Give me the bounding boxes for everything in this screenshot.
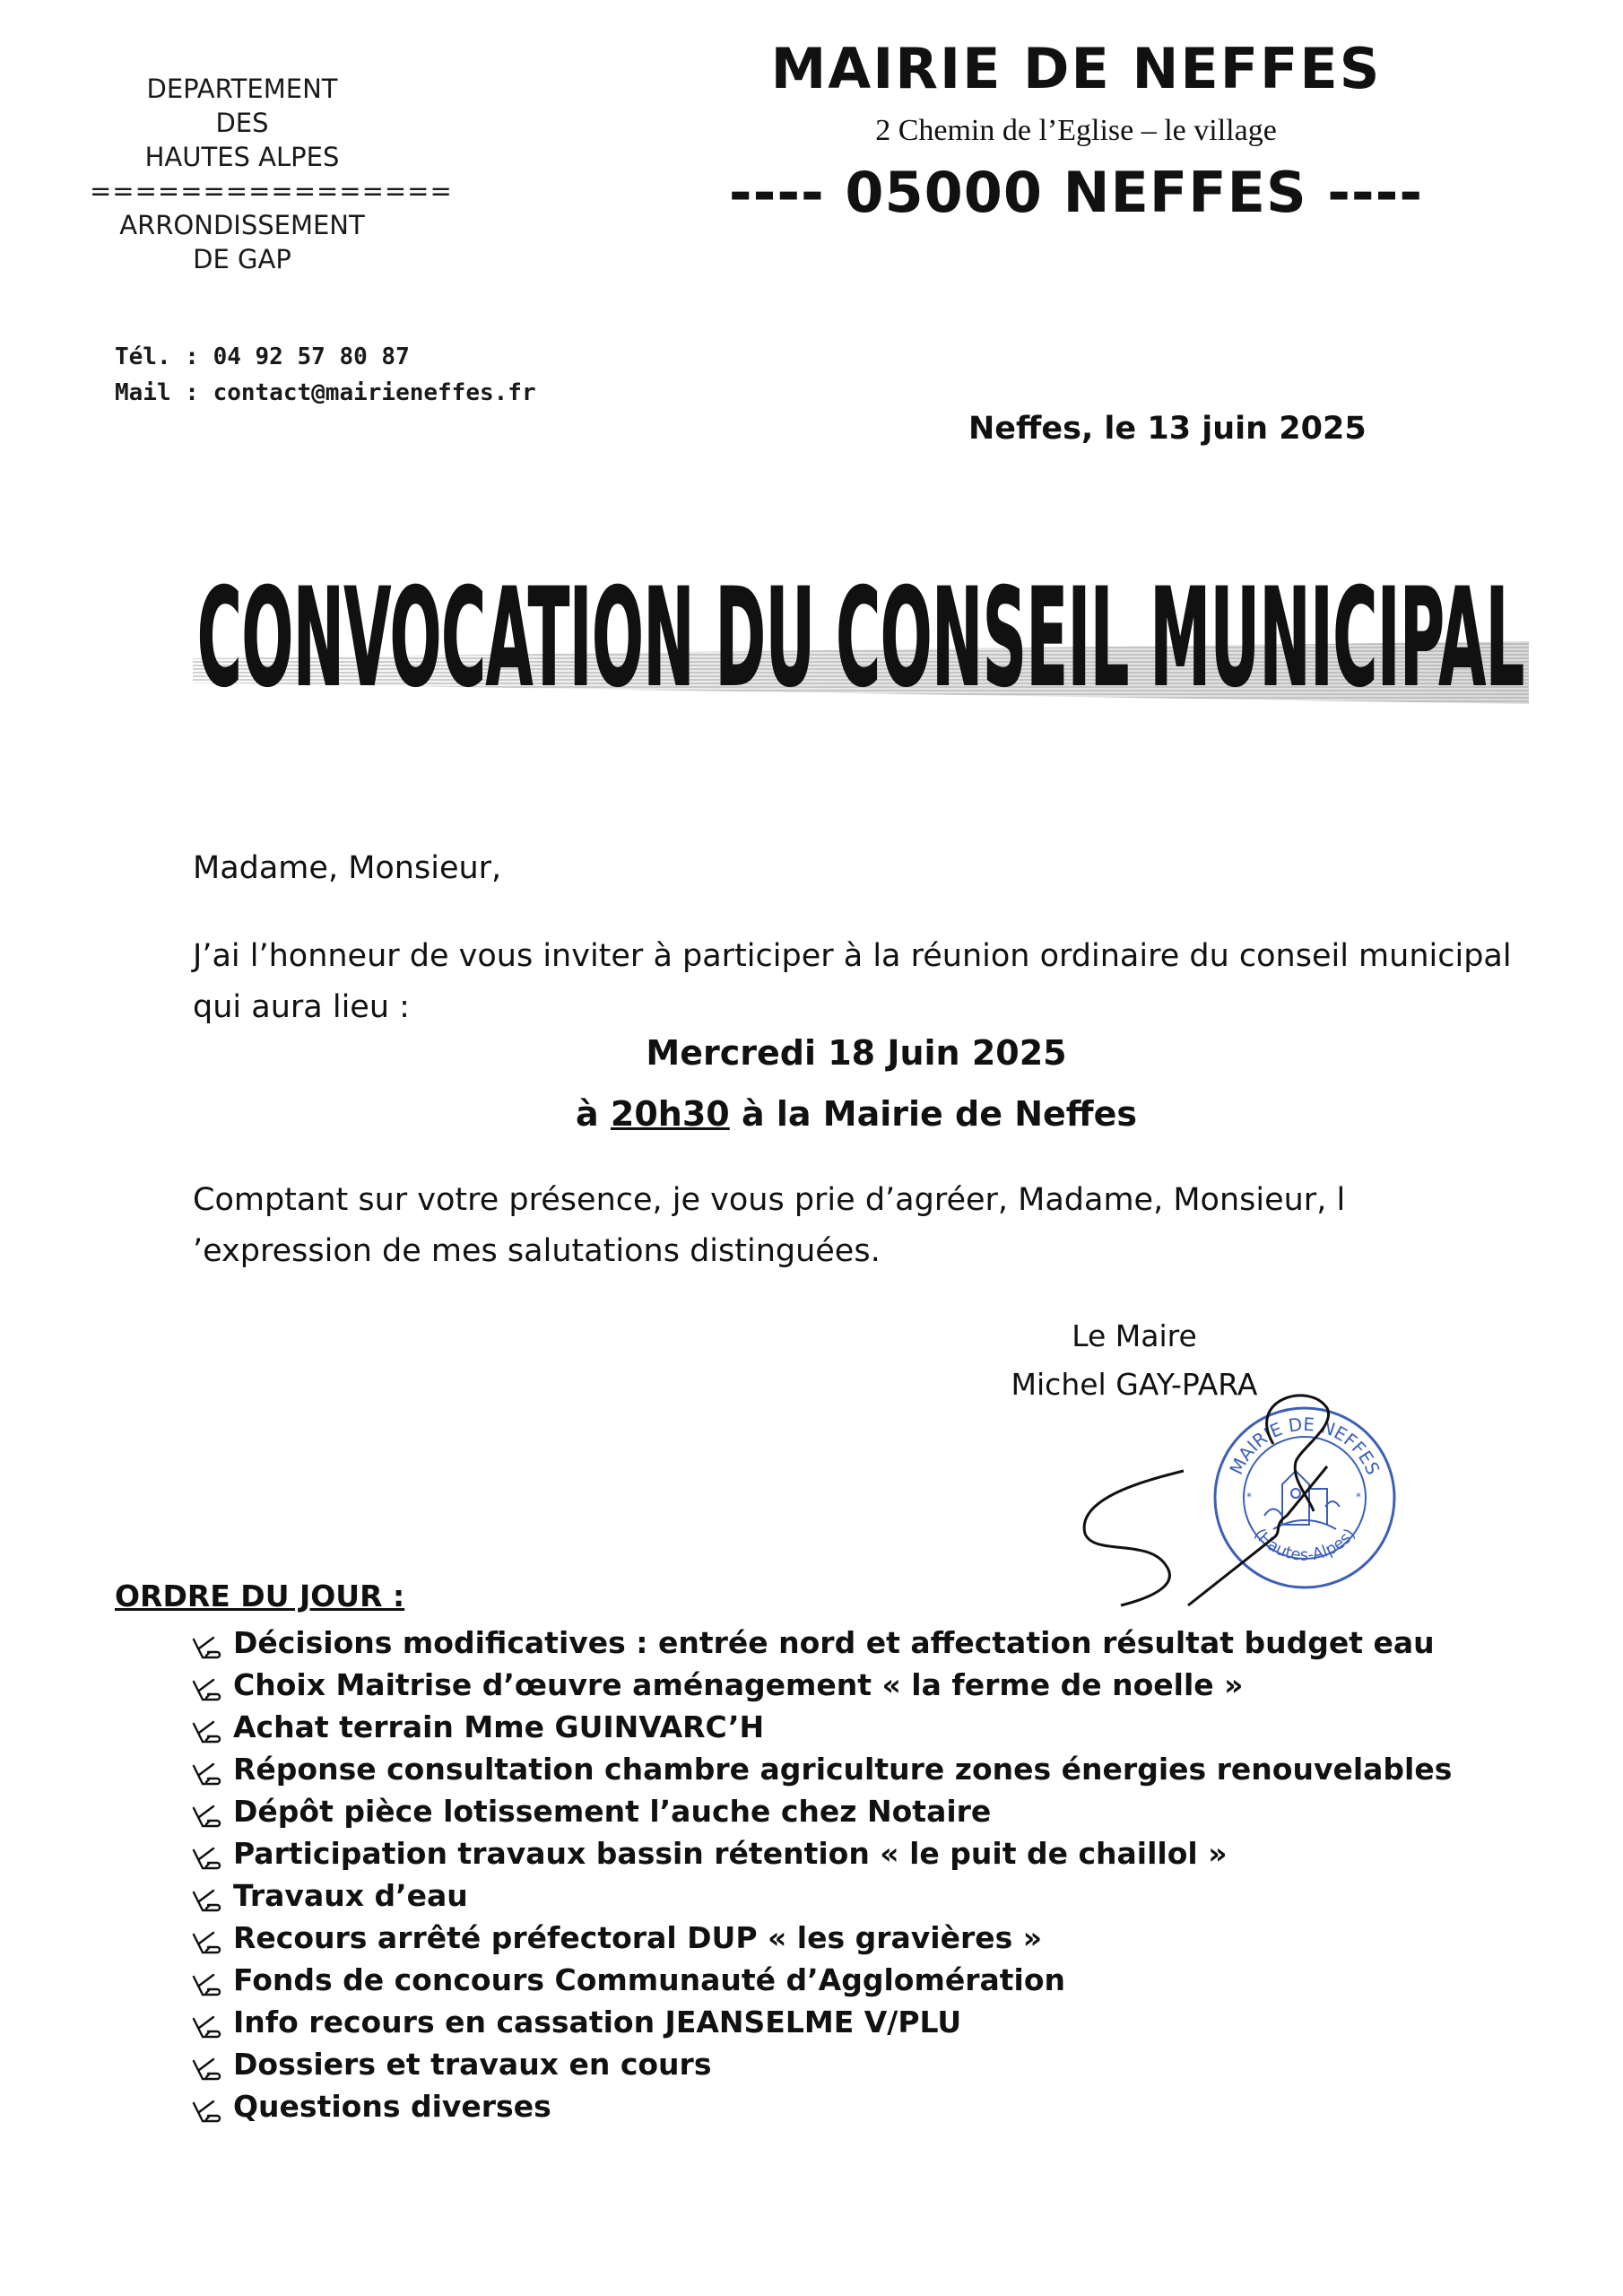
agenda-item: [190, 1959, 1452, 2001]
department-line: DE GAP: [193, 244, 291, 274]
convocation-heading: [193, 525, 1529, 718]
agenda-item: [190, 2043, 1452, 2085]
agenda-item: [190, 1790, 1452, 1832]
department-line: DES: [215, 108, 269, 138]
agenda-item-text: Achat terrain Mme GUINVARC’H: [233, 1709, 765, 1744]
salutation: Madame, Monsieur,: [193, 850, 502, 886]
stamp-bottom-text: (Hautes-Alpes): [1250, 1525, 1359, 1565]
contact-block: [115, 339, 536, 411]
department-line: HAUTES ALPES: [144, 142, 340, 172]
writing-hand-icon: [190, 1714, 224, 1741]
agenda-item: [190, 1706, 1452, 1748]
svg-text:*: *: [1356, 1491, 1361, 1503]
meeting-time-place: [193, 1083, 1520, 1144]
writing-hand-icon: [190, 2051, 224, 2078]
agenda-item: [190, 2085, 1452, 2127]
agenda-item: [190, 1622, 1452, 1664]
agenda-list: [190, 1622, 1452, 2127]
signature: [1067, 1345, 1390, 1641]
agenda-item: [190, 1917, 1452, 1959]
mairie-address: 2 Chemin de l’Eglise – le village: [875, 114, 1277, 147]
letter-date: Neffes, le 13 juin 2025: [968, 411, 1367, 447]
meeting-place: à la Mairie de Neffes: [741, 1094, 1137, 1134]
writing-hand-icon: [190, 1967, 224, 1994]
writing-hand-icon: [190, 2009, 224, 2036]
stamp-top-text: MAIRIE DE NEFFES: [1225, 1413, 1384, 1478]
meeting-at: à: [576, 1094, 599, 1134]
agenda-item-text: Dépôt pièce lotissement l’auche chez Notaire: [233, 1794, 992, 1829]
heading-text: CONVOCATION DU CONSEIL MUNICIPAL: [197, 561, 1524, 717]
signer-role: Le Maire: [1072, 1318, 1197, 1353]
department-separator: ================: [90, 176, 453, 206]
signer-name: Michel GAY-PARA: [1011, 1367, 1258, 1402]
contact-tel: Tél. : 04 92 57 80 87: [115, 344, 410, 370]
meeting-details: [193, 1022, 1520, 1144]
agenda-item: [190, 1748, 1452, 1790]
department-line: ARRONDISSEMENT: [119, 210, 365, 240]
agenda-item-text: Décisions modificatives : entrée nord et affectation résultat budget eau: [233, 1625, 1435, 1660]
agenda-item-text: Choix Maitrise d’œuvre aménagement « la ferme de noelle »: [233, 1667, 1244, 1702]
meeting-time: 20h30: [610, 1094, 730, 1134]
writing-hand-icon: [190, 1756, 224, 1783]
writing-hand-icon: [190, 1840, 224, 1867]
agenda-item-text: Réponse consultation chambre agriculture zones énergies renouvelables: [233, 1752, 1453, 1787]
agenda-item-text: Questions diverses: [233, 2089, 551, 2124]
agenda-item: [190, 1832, 1452, 1874]
closing-paragraph: Comptant sur votre présence, je vous prie d’agréer, Madame, Monsieur, l ’expression de mes salutations distinguées.: [193, 1182, 1346, 1269]
meeting-date: Mercredi 18 Juin 2025: [646, 1033, 1067, 1073]
mairie-city: ---- 05000 NEFFES ----: [728, 160, 1424, 225]
writing-hand-icon: [190, 1630, 224, 1657]
invitation-paragraph: J’ai l’honneur de vous inviter à participer à la réunion ordinaire du conseil municipal qui aura lieu :: [193, 938, 1512, 1025]
agenda-item: [190, 2001, 1452, 2043]
writing-hand-icon: [190, 2093, 224, 2120]
writing-hand-icon: [190, 1798, 224, 1825]
department-line: DEPARTEMENT: [146, 74, 338, 104]
agenda-item-text: Fonds de concours Communauté d’Agglomération: [233, 1962, 1066, 1997]
agenda-item-text: Participation travaux bassin rétention « le puit de chaillol »: [233, 1836, 1228, 1871]
agenda-item-text: Recours arrêté préfectoral DUP « les gravières »: [233, 1920, 1043, 1955]
agenda-item: [190, 1874, 1452, 1917]
agenda-item-text: Travaux d’eau: [233, 1878, 468, 1913]
writing-hand-icon: [190, 1925, 224, 1952]
mairie-title: MAIRIE DE NEFFES: [770, 36, 1382, 101]
agenda-item: [190, 1664, 1452, 1706]
contact-mail: Mail : contact@mairieneffes.fr: [115, 379, 536, 406]
svg-text:*: *: [1246, 1491, 1252, 1503]
agenda-item-text: Dossiers et travaux en cours: [233, 2047, 712, 2082]
department-block: [90, 72, 453, 276]
agenda-item-text: Info recours en cassation JEANSELME V/PLU: [233, 2005, 962, 2039]
writing-hand-icon: [190, 1672, 224, 1699]
writing-hand-icon: [190, 1883, 224, 1909]
agenda-title: ORDRE DU JOUR :: [115, 1578, 405, 1613]
